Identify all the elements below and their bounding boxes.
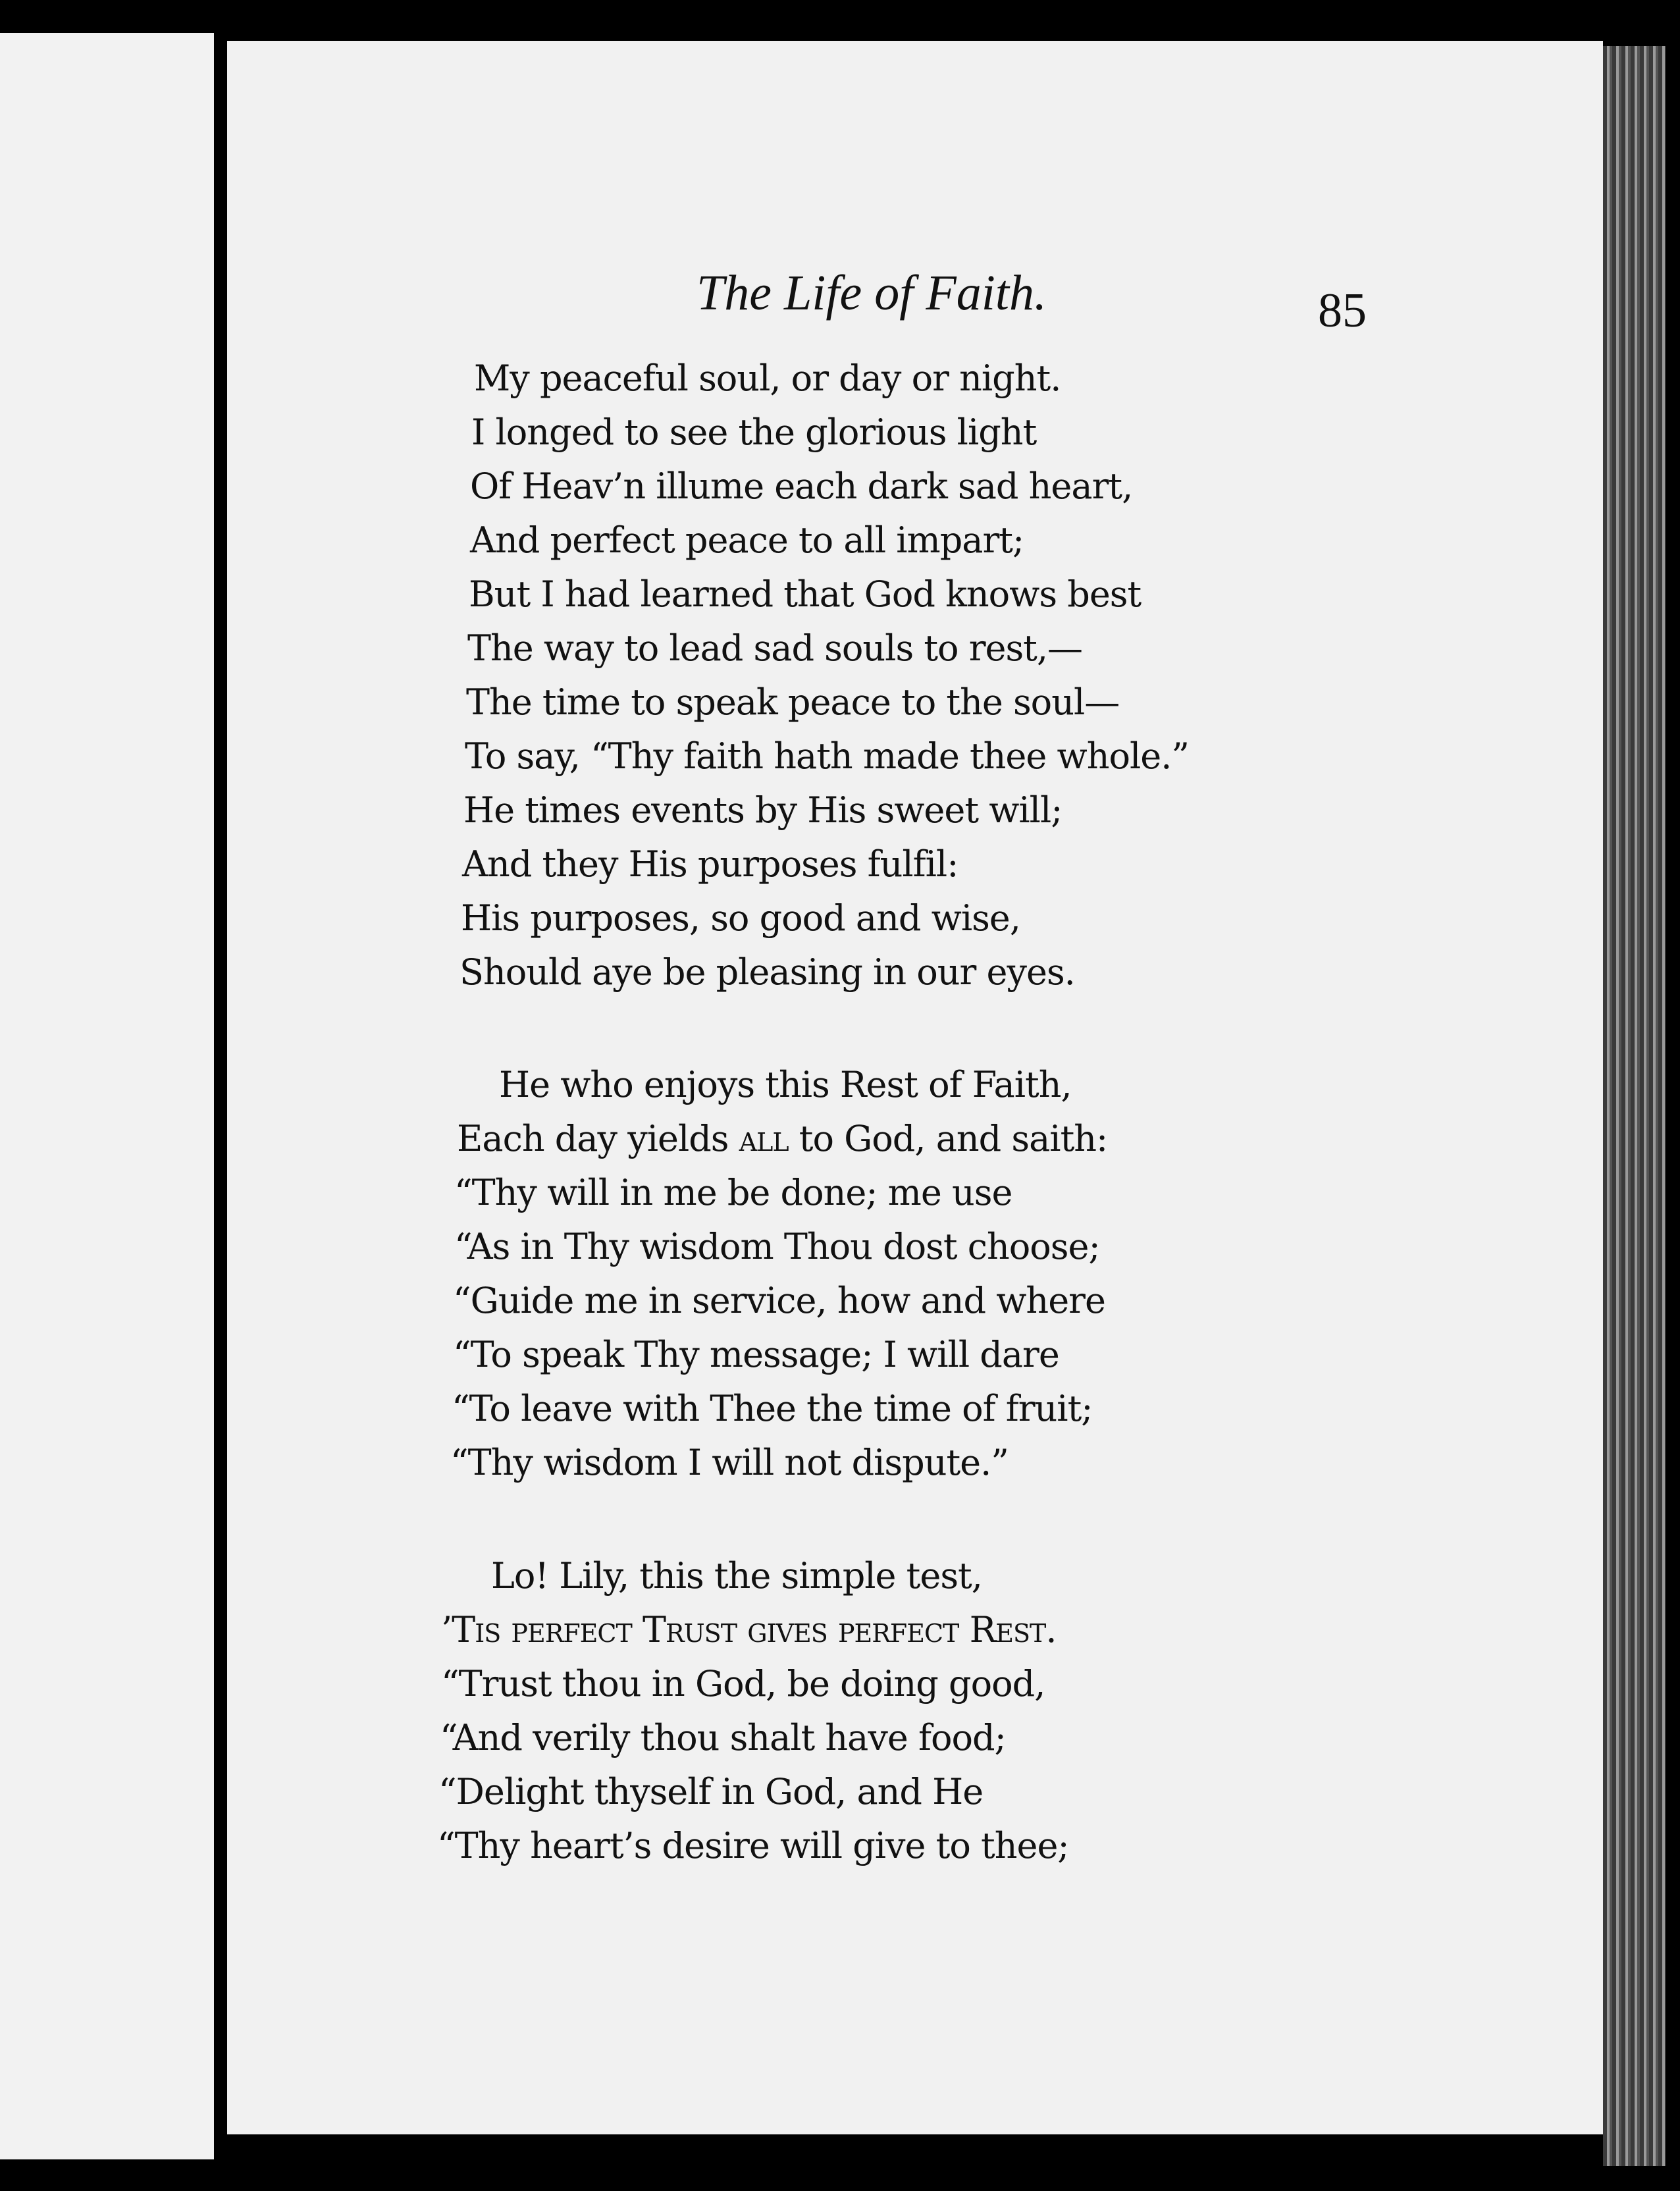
poem-line: Lo! Lily, this the simple test, <box>491 1555 982 1597</box>
poem-line: He times events by His sweet will; <box>463 789 1063 831</box>
poem-line: “Thy wisdom I will not dispute.” <box>450 1442 1009 1483</box>
poem-line: Each day yields all to God, and saith: <box>457 1118 1108 1159</box>
poem-line: He who enjoys this Rest of Faith, <box>499 1064 1072 1105</box>
running-head: The Life of Faith. <box>696 265 1047 321</box>
poem-line: “Guide me in service, how and where <box>453 1280 1105 1321</box>
poem-line: The time to speak peace to the soul— <box>466 681 1120 723</box>
poem-line: “Thy heart’s desire will give to thee; <box>437 1825 1069 1866</box>
poem-line: “Delight thyself in God, and He <box>438 1771 984 1812</box>
poem-line: Should aye be pleasing in our eyes. <box>459 951 1075 993</box>
poem-line: His purposes, so good and wise, <box>461 897 1020 939</box>
poem-line: “As in Thy wisdom Thou dost choose; <box>454 1226 1100 1267</box>
poem-line: Of Heav’n illume each dark sad heart, <box>470 465 1133 507</box>
poem-line: And they His purposes fulfil: <box>462 843 958 885</box>
poem-line: “To leave with Thee the time of fruit; <box>452 1388 1093 1429</box>
poem-line: To say, “Thy faith hath made thee whole.” <box>465 735 1190 777</box>
poem-line: “Trust thou in God, be doing good, <box>441 1663 1045 1704</box>
poem-line: I longed to see the glorious light <box>471 411 1037 453</box>
poem-line: The way to lead sad souls to rest,— <box>467 627 1083 669</box>
page-edges <box>1603 46 1666 2166</box>
page-number: 85 <box>1318 284 1367 338</box>
facing-page-margin <box>0 33 214 2159</box>
poem-line: “To speak Thy message; I will dare <box>453 1334 1059 1375</box>
poem-line: “And verily thou shalt have food; <box>440 1717 1006 1758</box>
poem-line: “Thy will in me be done; me use <box>454 1172 1012 1213</box>
poem-line: And perfect peace to all impart; <box>470 519 1024 561</box>
book-gutter <box>214 40 227 2153</box>
poem-line: But I had learned that God knows best <box>469 573 1142 615</box>
poem-line: ’Tis perfect Trust gives perfect Rest. <box>441 1609 1057 1650</box>
poem-line: My peaceful soul, or day or night. <box>474 357 1061 399</box>
